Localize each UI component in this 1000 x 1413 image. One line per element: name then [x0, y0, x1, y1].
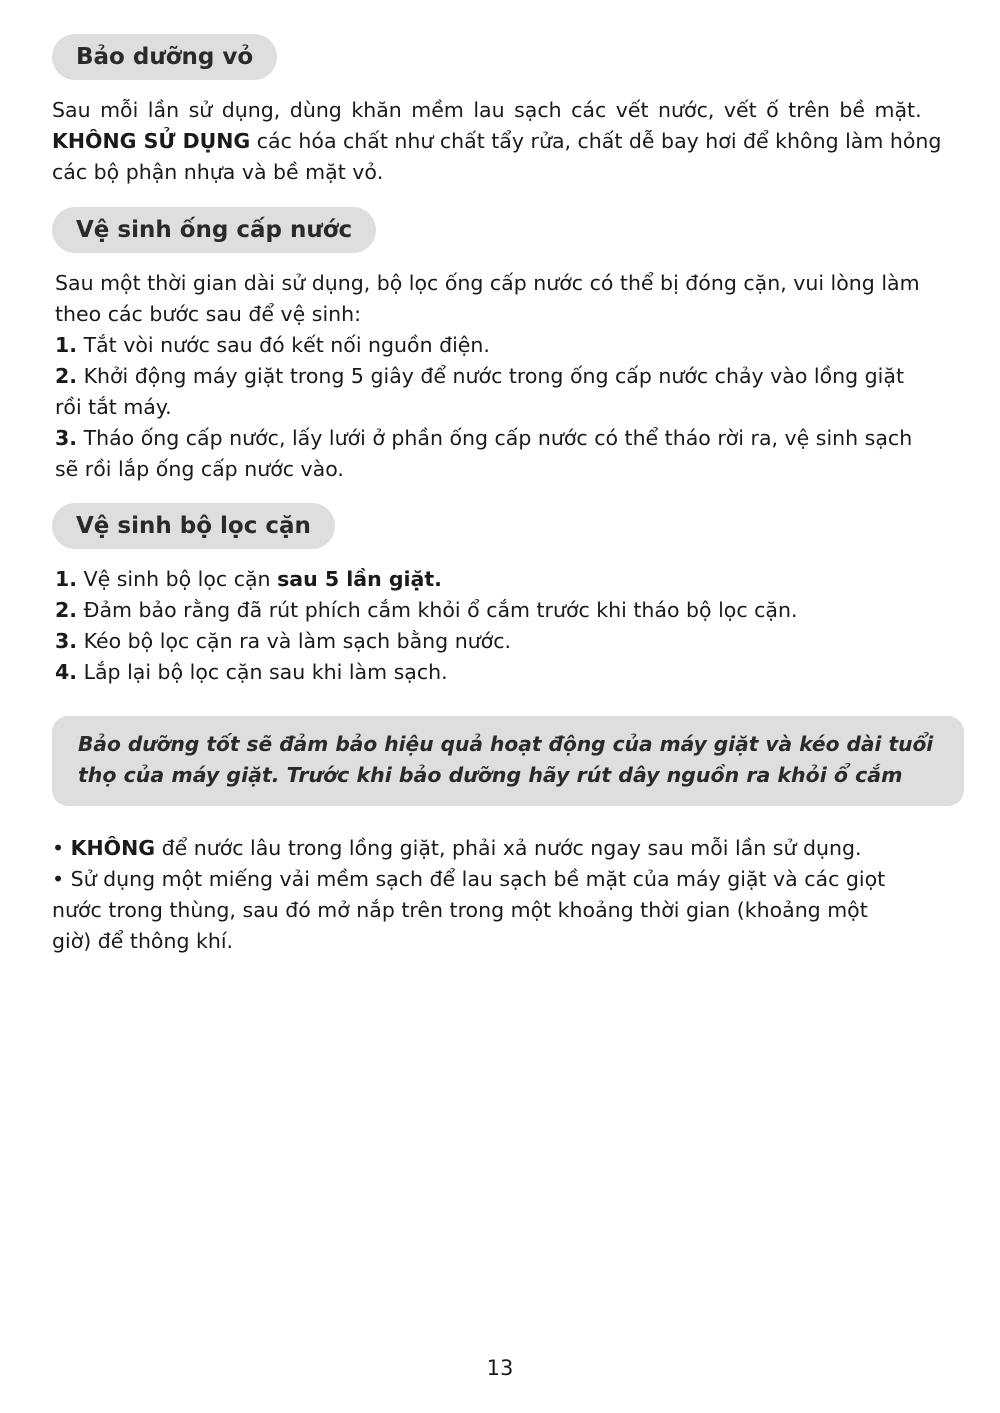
filter-step-4 — [55, 657, 967, 688]
section-heading-casing-label: Bảo dưỡng vỏ — [76, 44, 254, 70]
bullet-marker: • — [52, 867, 65, 891]
bullet-list — [52, 833, 964, 957]
inlet-intro-line-2: theo các bước sau để vệ sinh: — [55, 302, 362, 326]
filter-step-1 — [55, 564, 967, 595]
inlet-step-1-text: Tắt vòi nước sau đó kết nối nguồn điện. — [77, 333, 490, 357]
casing-line-2-rest: các hóa chất như chất tẩy rửa, chất dễ bay hơi để không làm hỏng — [250, 129, 942, 153]
inlet-step-3 — [55, 423, 967, 454]
filter-step-3-text: Kéo bộ lọc cặn ra và làm sạch bằng nước. — [77, 629, 512, 653]
bullet-2-text: Sử dụng một miếng vải mềm sạch để lau sạch bề mặt của máy giặt và các giọt — [64, 867, 886, 891]
filter-step-1-bold: sau 5 lần giặt. — [277, 567, 442, 591]
maintenance-note-box — [52, 716, 964, 806]
section-heading-inlet-label: Vệ sinh ống cấp nước — [76, 217, 353, 243]
filter-step-2-number: 2. — [55, 598, 78, 622]
inlet-step-1-number: 1. — [55, 333, 78, 357]
section-heading-filter-label: Vệ sinh bộ lọc cặn — [76, 513, 311, 539]
inlet-step-2-text: Khởi động máy giặt trong 5 giây để nước trong ống cấp nước chảy vào lồng giặt — [77, 364, 904, 388]
casing-paragraph — [52, 95, 964, 188]
casing-line-1: Sau mỗi lần sử dụng, dùng khăn mềm lau sạch các vết nước, vết ố trên bề mặt. — [52, 98, 922, 122]
bullet-item-2-line-2: nước trong thùng, sau đó mở nắp trên trong một khoảng thời gian (khoảng một — [52, 898, 868, 922]
inlet-step-2 — [55, 361, 967, 392]
bullet-1-text: để nước lâu trong lồng giặt, phải xả nước ngay sau mỗi lần sử dụng. — [155, 836, 862, 860]
casing-line-3: các bộ phận nhựa và bề mặt vỏ. — [52, 160, 384, 184]
inlet-paragraph — [55, 268, 967, 485]
page-number: 13 — [486, 1356, 514, 1380]
filter-step-2-text: Đảm bảo rằng đã rút phích cắm khỏi ổ cắm trước khi tháo bộ lọc cặn. — [77, 598, 798, 622]
section-heading-filter — [52, 503, 335, 549]
inlet-intro-line-1: Sau một thời gian dài sử dụng, bộ lọc ống cấp nước có thể bị đóng cặn, vui lòng làm — [55, 271, 920, 295]
inlet-step-3-continued: sẽ rồi lắp ống cấp nước vào. — [55, 457, 344, 481]
inlet-step-3-number: 3. — [55, 426, 78, 450]
inlet-step-1 — [55, 330, 967, 361]
filter-step-4-number: 4. — [55, 660, 78, 684]
casing-warning-bold: KHÔNG SỬ DỤNG — [52, 129, 251, 153]
bullet-item-2-line-3: giờ) để thông khí. — [52, 929, 234, 953]
bullet-1-bold: KHÔNG — [70, 836, 156, 860]
inlet-step-2-number: 2. — [55, 364, 78, 388]
bullet-item-1 — [52, 833, 964, 864]
filter-step-2 — [55, 595, 967, 626]
inlet-step-3-text: Tháo ống cấp nước, lấy lưới ở phần ống cấp nước có thể tháo rời ra, vệ sinh sạch — [77, 426, 913, 450]
note-line-1: Bảo dưỡng tốt sẽ đảm bảo hiệu quả hoạt động của máy giặt và kéo dài tuổi — [78, 732, 934, 756]
filter-steps — [55, 564, 967, 688]
filter-step-1-number: 1. — [55, 567, 78, 591]
filter-step-3 — [55, 626, 967, 657]
section-heading-casing — [52, 34, 277, 80]
note-line-2: thọ của máy giặt. Trước khi bảo dưỡng hãy rút dây nguồn ra khỏi ổ cắm — [78, 763, 903, 787]
casing-line-2 — [52, 126, 964, 157]
bullet-marker: • — [52, 836, 65, 860]
filter-step-1-text: Vệ sinh bộ lọc cặn — [77, 567, 278, 591]
inlet-step-2-continued: rồi tắt máy. — [55, 395, 172, 419]
bullet-item-2 — [52, 864, 964, 895]
filter-step-4-text: Lắp lại bộ lọc cặn sau khi làm sạch. — [77, 660, 448, 684]
section-heading-inlet — [52, 207, 376, 253]
filter-step-3-number: 3. — [55, 629, 78, 653]
